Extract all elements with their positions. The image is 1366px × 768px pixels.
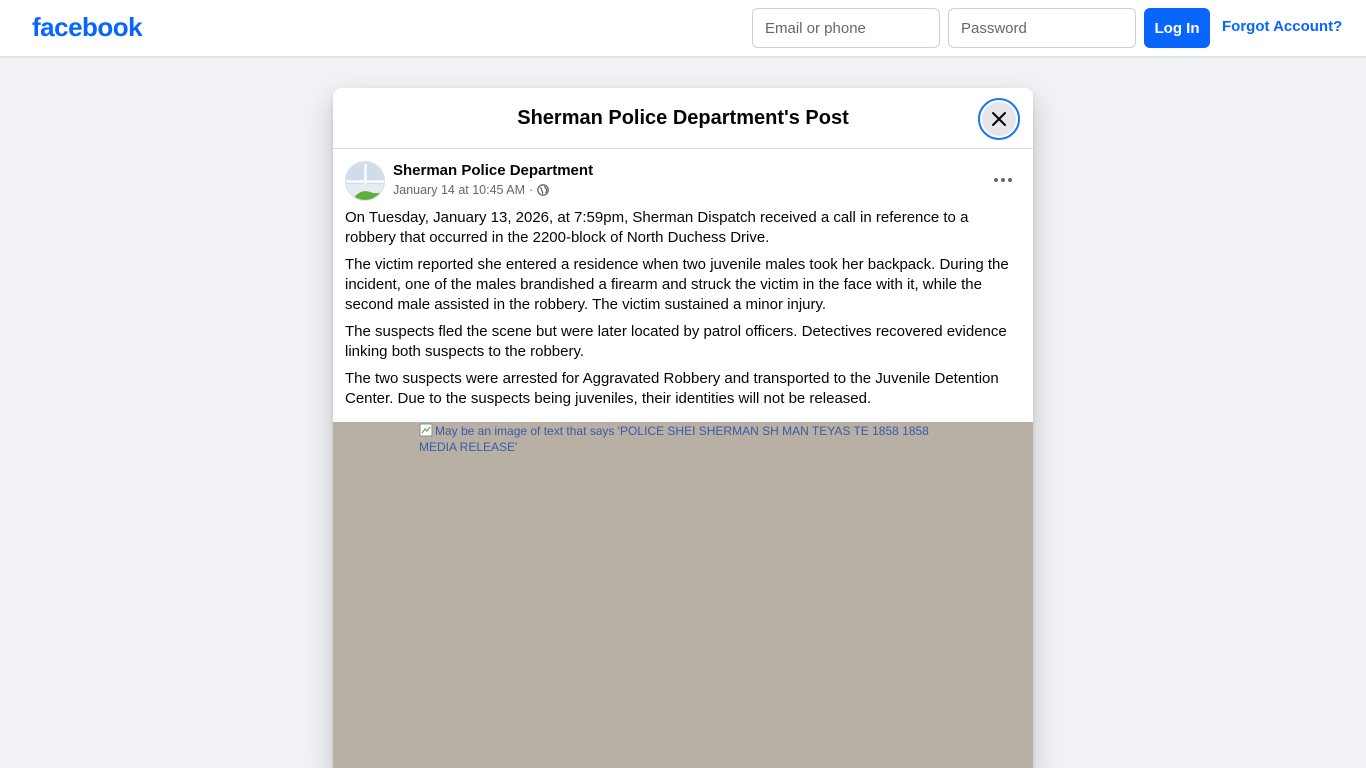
post-timestamp[interactable]: January 14 at 10:45 AM xyxy=(393,183,526,197)
broken-image-icon xyxy=(419,423,433,437)
more-options-icon xyxy=(993,177,1013,183)
forgot-account-link[interactable]: Forgot Account? xyxy=(1222,18,1343,35)
post-dialog xyxy=(333,88,1033,768)
post-paragraph: The suspects fled the scene but were later located by patrol officers. Detectives recovered evidence linking both suspects to the robbery. xyxy=(345,323,1007,360)
post-paragraph: On Tuesday, January 13, 2026, at 7:59pm, Sherman Dispatch received a call in reference to a robbery that occurred in the 2200-block of North Duchess Drive. xyxy=(345,209,969,246)
post-paragraph: The two suspects were arrested for Aggravated Robbery and transported to the Juvenile Detention Center. Due to the suspects being juveniles, their identities will not be released. xyxy=(345,370,999,407)
post-author[interactable]: Sherman Police Department xyxy=(393,162,594,179)
post-meta xyxy=(393,183,549,197)
dialog-title: Sherman Police Department's Post xyxy=(517,107,849,129)
post-image[interactable] xyxy=(333,422,1033,768)
globe-icon xyxy=(537,184,549,196)
page-avatar[interactable] xyxy=(345,161,385,201)
post-paragraph: The victim reported she entered a residence when two juvenile males took her backpack. During the incident, one of the males brandished a firearm and struck the victim in the face with it, while the second male assisted in the robbery. The victim sustained a minor injury. xyxy=(345,256,1009,313)
login-button[interactable]: Log In xyxy=(1144,8,1210,48)
avatar-image xyxy=(346,162,385,201)
meta-separator: · xyxy=(529,183,534,197)
dialog-header xyxy=(333,88,1033,149)
close-icon xyxy=(991,111,1007,127)
image-alt-label: May be an image of text that says 'POLICE SHEI SHERMAN SH MAN TEYAS TE 1858 1858 MEDIA RELEASE' xyxy=(419,424,929,454)
facebook-logo[interactable]: facebook xyxy=(32,12,143,42)
image-alt-text xyxy=(419,423,959,455)
top-navigation-bar xyxy=(0,0,1366,56)
post-body xyxy=(345,208,1021,416)
close-button[interactable] xyxy=(978,98,1020,140)
more-options-button[interactable] xyxy=(987,164,1019,196)
email-field[interactable] xyxy=(752,8,940,48)
password-field[interactable] xyxy=(948,8,1136,48)
